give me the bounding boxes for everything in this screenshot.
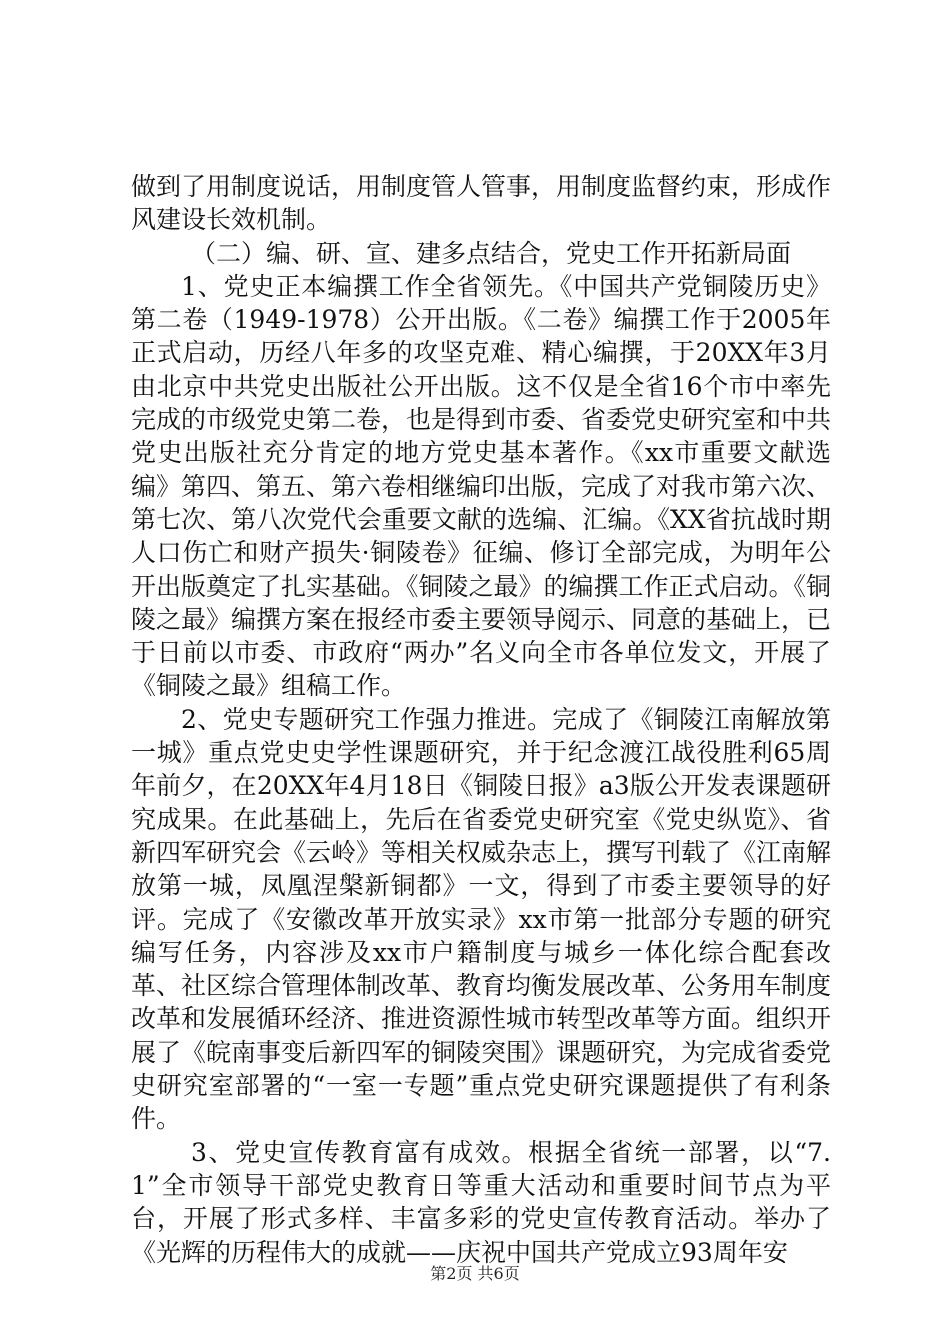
document-body [131, 170, 831, 1269]
paragraph-continuation: 做到了用制度说话，用制度管人管事，用制度监督约束，形成作风建设长效机制。 [131, 172, 832, 235]
section-heading: （二）编、研、宣、建多点结合，党史工作开拓新局面 [191, 238, 792, 268]
paragraph-party-history-education: 3、党史宣传教育富有成效。根据全省统一部署，以“7.1”全市领导干部党史教育日等重大活动和重要时间节点为平台，开展了形式多样、丰富多彩的党史宣传教育活动。举办了《光辉的历程伟大的成就——庆祝中国共产党成立93周年安 [131, 1137, 831, 1267]
paragraph-party-history-research: 2、党史专题研究工作强力推进。完成了《铜陵江南解放第一城》重点党史史学性课题研究，并于纪念渡江战役胜利65周年前夕，在20XX年4月18日《铜陵日报》a3版公开发表课题研究成果。在此基础上，先后在省委党史研究室《党史纵览》、省新四军研究会《云岭》等相关权威杂志上，撰写刊载了《江南解放第一城，凤凰涅槃新铜都》一文，得到了市委主要领导的好评。完成了《安徽改革开放实录》xx市第一批部分专题的研究编写任务，内容涉及xx市户籍制度与城乡一体化综合配套改革、社区综合管理体制改革、教育均衡发展改革、公务用车制度改革和发展循环经济、推进资源性城市转型改革等方面。组织开展了《皖南事变后新四军的铜陵突围》课题研究，为完成省委党史研究室部署的“一室一专题”重点党史研究课题提供了有利条件。 [131, 704, 832, 1134]
page-footer: 第2页 共6页 [430, 1264, 520, 1283]
paragraph-party-history-compilation: 1、党史正本编撰工作全省领先。《中国共产党铜陵历史》第二卷（1949-1978）公开出版。《二卷》编撰工作于2005年正式启动，历经八年多的攻坚克难、精心编撰，于20XX年3月由北京中共党史出版社公开出版。这不仅是全省16个市中率先完成的市级党史第二卷，也是得到市委、省委党史研究室和中共党史出版社充分肯定的地方党史基本著作。《xx市重要文献选编》第四、第五、第六卷相继编印出版，完成了对我市第六次、第七次、第八次党代会重要文献的选编、汇编。《XX省抗战时期人口伤亡和财产损失·铜陵卷》征编、修订全部完成，为明年公开出版奠定了扎实基础。《铜陵之最》的编撰工作正式启动。《铜陵之最》编撰方案在报经市委主要领导阅示、同意的基础上，已于日前以市委、市政府“两办”名义向全市各单位发文，开展了《铜陵之最》组稿工作。 [131, 271, 832, 701]
